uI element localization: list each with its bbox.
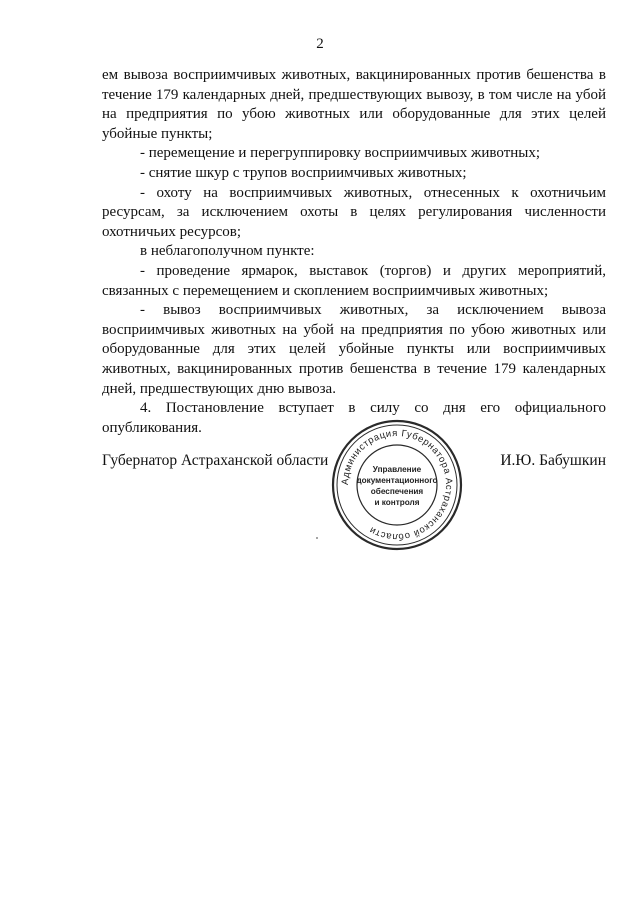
paragraph: - вывоз восприимчивых животных, за исключением вывоза восприимчивых животных на убой на предприятия по убою животных или оборудованные для этих целей убойные пункты или восприимчивых животных, вакцинированных против бешенства в течение 179 календарных дней, предшествующих дню вывоза. [102, 302, 606, 397]
page-number: 2 [316, 36, 324, 52]
official-stamp [330, 418, 464, 552]
paragraph: в неблагополучном пункте: [140, 243, 315, 260]
stamp-ring-text: Администрация Губернатора Астраханской области [339, 427, 455, 543]
signatory-name: И.Ю. Бабушкин [500, 452, 606, 469]
stamp-center-line: документационного [356, 476, 438, 485]
paragraph: - проведение ярмарок, выставок (торгов) и других мероприятий, связанных с перемещением и скоплением восприимчивых животных; [102, 262, 606, 299]
paragraph: - перемещение и перегруппировку восприимчивых животных; [140, 145, 541, 162]
paragraph: ем вывоза восприимчивых животных, вакцинированных против бешенства в течение 179 календарных дней, предшествующих вывозу, в том числе на убой на предприятия по убою животных или оборудованные для этих целей убойные пункты; [102, 67, 606, 142]
stamp-seal-icon [330, 418, 464, 552]
stamp-center-line: и контроля [374, 498, 420, 507]
stamp-center-line: Управление [372, 465, 422, 474]
signatory-title: Губернатор Астраханской области [102, 452, 329, 469]
paragraph: - охоту на восприимчивых животных, отнесенных к охотничьим ресурсам, за исключением охоты в целях регулирования численности охотничьих ресурсов; [102, 184, 606, 240]
paragraph: - снятие шкур с трупов восприимчивых животных; [140, 164, 467, 181]
stamp-center-line: обеспечения [370, 487, 424, 496]
document-body [102, 66, 606, 438]
paragraph: 4. Постановление вступает в силу со дня его официального опубликования. [102, 400, 606, 436]
scan-speck [316, 537, 318, 539]
